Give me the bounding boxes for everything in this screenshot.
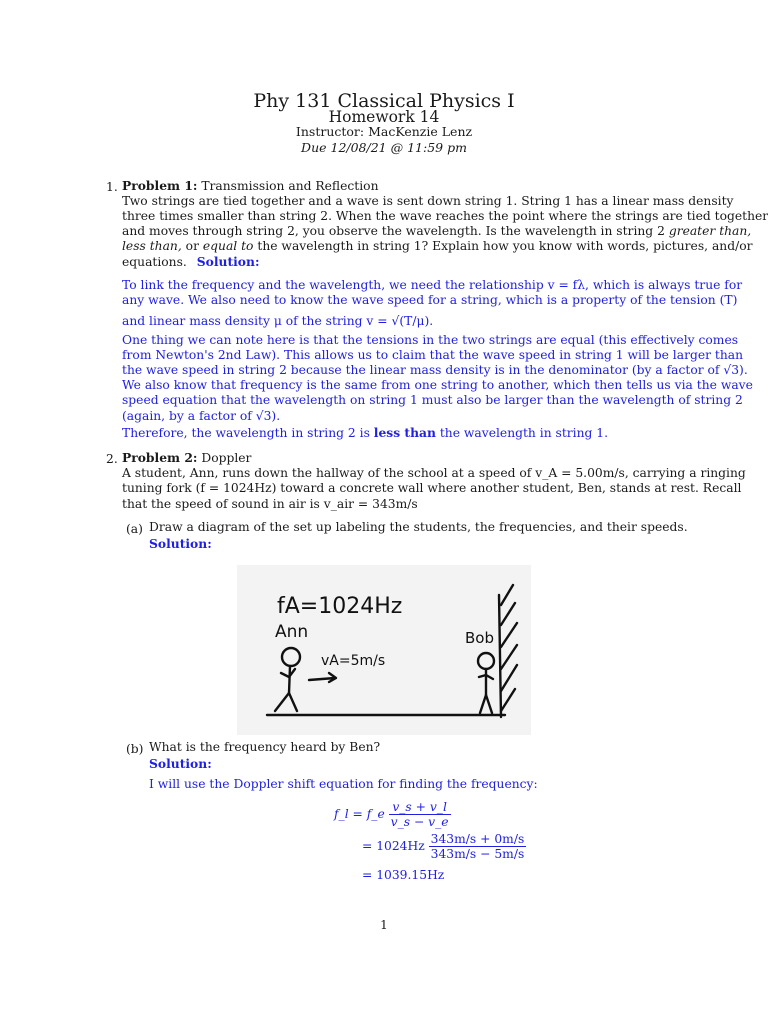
eq2-fraction xyxy=(429,832,527,861)
due-date: Due 12/08/21 @ 11:59 pm xyxy=(301,140,467,155)
problem-1-line-2: three times smaller than string 2. When the wave reaches the point where the strings are tied together xyxy=(122,209,768,223)
doppler-equation-line-3: = 1039.15Hz xyxy=(362,868,445,882)
problem-2-heading: Problem 2: xyxy=(122,450,198,465)
problem-1-or: or xyxy=(181,239,203,253)
problem-1-less-than: less than, xyxy=(122,239,182,253)
eq1-denominator: v_s − v_e xyxy=(390,815,449,829)
problem-1-line-4 xyxy=(122,239,753,254)
eq2-prefix: = 1024Hz xyxy=(362,839,425,853)
p1-solution-line-6: the wave speed in string 2 because the linear mass density is in the denominator (by a factor of √3). xyxy=(122,363,748,377)
bob-label: Bob xyxy=(465,629,494,647)
speed-label: vA=5m/s xyxy=(321,653,386,669)
freq-label: fA=1024Hz xyxy=(277,594,403,619)
p1-solution-line-9: (again, by a factor of √3). xyxy=(122,409,281,423)
p1-solution-line-2: any wave. We also need to know the wave speed for a string, which is a property of the tension (T) xyxy=(122,293,738,307)
ann-body xyxy=(289,666,290,693)
ann-head xyxy=(282,648,300,666)
problem-1-line-3-text: and moves through string 2, you observe the wavelength. Is the wavelength in string 2 xyxy=(122,224,665,238)
problem-1-equal-to: equal to xyxy=(202,239,254,253)
problem-2-line-2: tuning fork (f = 1024Hz) toward a concrete wall where another student, Ben, stands at rest. Recall xyxy=(122,481,742,495)
problem-2-heading-line xyxy=(122,450,251,466)
ann-label: Ann xyxy=(275,622,309,642)
document-title: Phy 131 Classical Physics I xyxy=(253,90,515,112)
doppler-equation-line-1 xyxy=(334,800,451,829)
ann-arms xyxy=(281,669,295,677)
problem-1-heading-line xyxy=(122,178,379,194)
bob-legs xyxy=(480,695,492,713)
part-a-text: Draw a diagram of the set up labeling the students, the frequencies, and their speeds. xyxy=(149,520,688,534)
ann-legs xyxy=(275,693,297,711)
problem-2-topic: Doppler xyxy=(201,451,252,465)
wall-line xyxy=(499,595,501,717)
problem-1-line-3 xyxy=(122,224,751,239)
p1-solution-line-1: To link the frequency and the wavelength, we need the relationship v = fλ, which is always true for xyxy=(122,278,743,292)
problem-2-line-1: A student, Ann, runs down the hallway of the school at a speed of v_A = 5.00m/s, carrying a ringing xyxy=(122,466,746,480)
diagram-drawing xyxy=(237,565,531,735)
problem-1-greater-than: greater than, xyxy=(668,224,752,238)
page-number: 1 xyxy=(380,918,388,932)
part-b-intro: I will use the Doppler shift equation for finding the frequency: xyxy=(149,777,538,791)
p1-solution-line-8: speed equation that the wavelength on string 1 must also be larger than the wavelength of string 2 xyxy=(122,393,743,407)
problem-1-line-5-text: equations. xyxy=(122,255,187,269)
problem-1-number: 1. xyxy=(106,180,118,194)
doppler-equation-line-2 xyxy=(362,832,526,861)
velocity-arrow xyxy=(309,673,336,682)
problem-1-line-5 xyxy=(122,254,259,270)
problem-2-line-3: that the speed of sound in air is v_air = 343m/s xyxy=(122,497,418,511)
problem-2-number: 2. xyxy=(106,452,118,466)
p1-final-bold: less than xyxy=(373,425,436,440)
eq1-numerator: v_s + v_l xyxy=(389,800,451,815)
problem-1-line-1: Two strings are tied together and a wave is sent down string 1. String 1 has a linear mass density xyxy=(122,194,734,208)
wall-hatching xyxy=(501,585,517,711)
eq2-numerator: 343m/s + 0m/s xyxy=(430,832,525,846)
p1-solution-line-7: We also know that frequency is the same from one string to another, which then tells us via the wave xyxy=(122,378,753,392)
document-subtitle: Homework 14 xyxy=(328,108,440,126)
p1-final-pre: Therefore, the wavelength in string 2 is xyxy=(122,426,374,440)
problem-1-solution-label: Solution: xyxy=(196,254,260,269)
instructor-line: Instructor: MacKenzie Lenz xyxy=(295,124,473,139)
part-b-label: (b) xyxy=(126,742,144,756)
part-a-solution-label: Solution: xyxy=(149,536,212,551)
eq-lhs: f_l = f_e xyxy=(334,807,385,821)
p1-solution-line-3: and linear mass density μ of the string v = √(T/μ). xyxy=(122,314,434,328)
part-b-text: What is the frequency heard by Ben? xyxy=(149,740,381,754)
bob-head xyxy=(478,653,494,669)
p1-solution-line-4: One thing we can note here is that the tensions in the two strings are equal (this effectively comes xyxy=(122,333,739,347)
problem-1-topic: Transmission and Reflection xyxy=(201,179,379,193)
eq2-denominator: 343m/s − 5m/s xyxy=(430,847,525,861)
p1-final-statement xyxy=(122,425,608,441)
doppler-diagram xyxy=(237,565,531,735)
eq1-fraction xyxy=(389,800,451,829)
problem-1-heading: Problem 1: xyxy=(122,178,198,193)
p1-final-post: the wavelength in string 1. xyxy=(435,426,609,440)
part-a-label: (a) xyxy=(126,522,143,536)
problem-1-line-4-rest: the wavelength in string 1? Explain how you know with words, pictures, and/or xyxy=(253,239,753,253)
part-b-solution-label: Solution: xyxy=(149,756,212,771)
p1-solution-line-5: from Newton's 2nd Law). This allows us to claim that the wave speed in string 1 will be larger than xyxy=(122,348,743,362)
